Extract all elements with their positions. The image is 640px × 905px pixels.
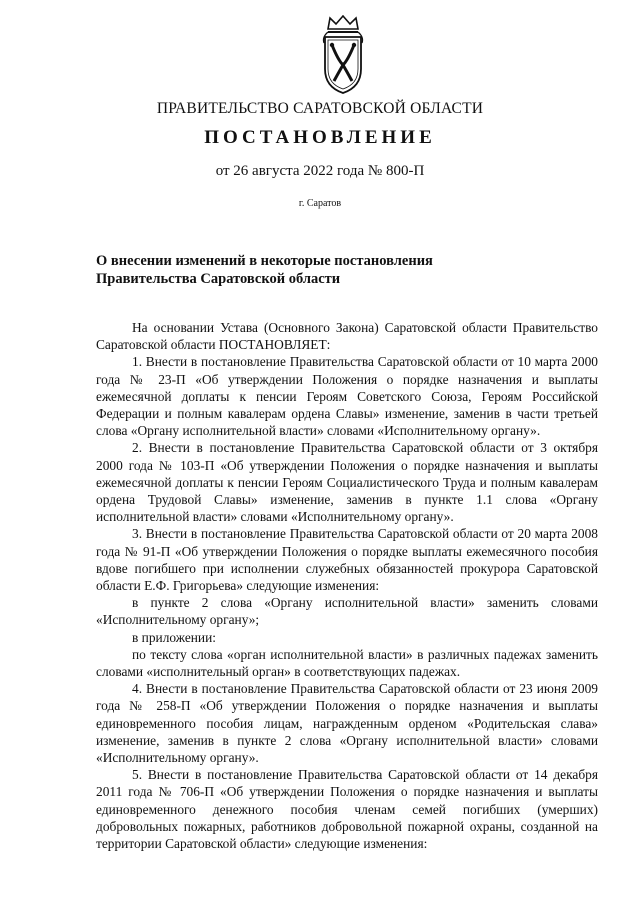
item-paragraph-3: 3. Внести в постановление Правительства Саратовской области от 20 марта 2008 года № 91-П «Об утверждении Положения о порядке выплаты ежемесячного пособия вдове погибшего при исполнении служебных обязанностей прокурора Саратовской области Е.Ф. Григорьева» следующие изменения:	[96, 526, 598, 594]
document-city: г. Саратов	[298, 198, 342, 209]
government-title: ПРАВИТЕЛЬСТВО САРАТОВСКОЙ ОБЛАСТИ	[156, 100, 484, 117]
item-paragraph-5: 5. Внести в постановление Правительства Саратовской области от 14 декабря 2011 года № 706-П «Об утверждении Положения о порядке назначения и выплаты единовременного денежного пособия членам семей погибших (умерших) добровольных пожарных, работников добровольной пожарной охраны, созданной на территории Саратовской области» следующие изменения:	[96, 767, 598, 852]
document-type: ПОСТАНОВЛЕНИЕ	[204, 127, 436, 148]
item-paragraph-1: 1. Внести в постановление Правительства Саратовской области от 10 марта 2000 года № 23-П «Об утверждении Положения о порядке назначения и выплаты ежемесячной доплаты к пенсии Героям Советского Союза, Героям Российской Федерации и полным кавалерам ордена Славы» изменение, заменив в части третьей слова «Органу исполнительной власти» словами «Исполнительному органу».	[96, 354, 598, 439]
item-3-subparagraph: по тексту слова «орган исполнительной власти» в различных падежах заменить словами «исполнительный орган» в соответствующих падежах.	[96, 646, 598, 680]
item-paragraph-2: 2. Внести в постановление Правительства Саратовской области от 3 октября 2000 года № 103-П «Об утверждении Положения о порядке назначения и выплаты ежемесячной доплаты к пенсии Героям Социалистического Труда и полным кавалерам ордена Трудовой Славы» изменение, заменив в пункте 1.1 слова «Органу исполнительной власти» словами «Исполнительному органу».	[96, 440, 598, 525]
coat-of-arms-icon	[318, 15, 368, 95]
subject-line: Правительства Саратовской области	[96, 271, 341, 287]
subject-line: О внесении изменений в некоторые постановления	[96, 253, 433, 269]
item-3-subparagraph: в приложении:	[132, 629, 216, 645]
item-paragraph-4: 4. Внести в постановление Правительства Саратовской области от 23 июня 2009 года № 258-П «Об утверждении Положения о порядке назначения и выплаты единовременного пособия лицам, награжденным орденом «Родительская слава» изменение, заменив в пункте 2 слова «Органу исполнительной власти» словами «Исполнительному органу».	[96, 681, 598, 766]
document-date-number: от 26 августа 2022 года № 800-П	[215, 163, 425, 179]
document-body	[96, 319, 598, 852]
item-3-subparagraph: в пункте 2 слова «Органу исполнительной власти» заменить словами «Исполнительному органу»;	[96, 595, 598, 628]
preamble-paragraph: На основании Устава (Основного Закона) Саратовской области Правительство Саратовской области ПОСТАНОВЛЯЕТ:	[96, 320, 598, 353]
document-subject	[96, 252, 516, 288]
